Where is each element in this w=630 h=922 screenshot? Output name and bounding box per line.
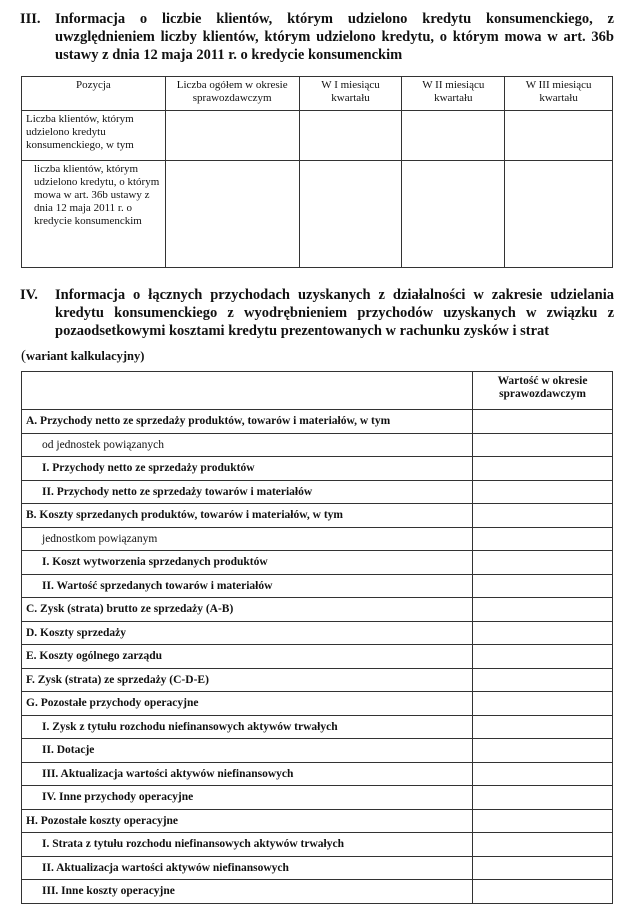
value-cell[interactable] [473, 668, 613, 692]
value-cell[interactable] [473, 715, 613, 739]
header-value: Wartość w okresie sprawozdawczym [473, 372, 613, 410]
row-label: I. Zysk z tytułu rozchodu niefinansowych aktywów trwałych [22, 715, 473, 739]
table-row [22, 809, 613, 833]
cell-total[interactable] [165, 161, 299, 268]
table-row [22, 692, 613, 716]
variant-text: wariant kalkulacyjny) [26, 349, 145, 363]
header-total: Liczba ogółem w okresie sprawozdawczym [165, 77, 299, 111]
table-row [22, 856, 613, 880]
value-cell[interactable] [473, 786, 613, 810]
row-label: I. Strata z tytułu rozchodu niefinansowych aktywów trwałych [22, 833, 473, 857]
table-row [22, 457, 613, 481]
row-label: II. Aktualizacja wartości aktywów niefinansowych [22, 856, 473, 880]
row-label: II. Przychody netto ze sprzedaży towarów i materiałów [22, 480, 473, 504]
income-table-header-row [22, 372, 613, 410]
value-cell[interactable] [473, 739, 613, 763]
header-label-blank [22, 372, 473, 410]
value-cell[interactable] [473, 480, 613, 504]
value-cell[interactable] [473, 856, 613, 880]
row-label: E. Koszty ogólnego zarządu [22, 645, 473, 669]
table-row [22, 504, 613, 528]
table-row [22, 433, 613, 457]
value-cell[interactable] [473, 692, 613, 716]
table-row [22, 480, 613, 504]
section-4-number: IV. [20, 287, 38, 303]
table-row [22, 762, 613, 786]
row-label: III. Inne koszty operacyjne [22, 880, 473, 904]
row-label: F. Zysk (strata) ze sprzedaży (C-D-E) [22, 668, 473, 692]
clients-table-header-row [22, 77, 613, 111]
cell-month-1[interactable] [299, 161, 402, 268]
header-month-1: W I miesiącu kwartału [299, 77, 402, 111]
value-cell[interactable] [473, 809, 613, 833]
table-row [22, 551, 613, 575]
table-row [22, 161, 613, 268]
row-label: I. Przychody netto ze sprzedaży produktów [22, 457, 473, 481]
section-3-title: Informacja o liczbie klientów, którym udzielono kredytu konsumenckiego, z uwzględnieniem liczby klientów, którym udzielono kredytu, o którym mowa w art. 36b ustawy z dnia 12 maja 2011 r. o kredycie konsumenckim [55, 11, 614, 63]
row-label: G. Pozostałe przychody operacyjne [22, 692, 473, 716]
table-row [22, 715, 613, 739]
table-row [22, 645, 613, 669]
row-label: II. Wartość sprzedanych towarów i materiałów [22, 574, 473, 598]
row-label: liczba klientów, którym udzielono kredytu, o którym mowa w art. 36b ustawy z dnia 12 maja 2011 r. o kredycie konsumenckim [22, 161, 166, 268]
value-cell[interactable] [473, 457, 613, 481]
table-row [22, 574, 613, 598]
section-3-number: III. [20, 11, 41, 27]
cell-month-3[interactable] [505, 161, 613, 268]
cell-month-2[interactable] [402, 161, 505, 268]
value-cell[interactable] [473, 504, 613, 528]
cell-month-3[interactable] [505, 111, 613, 161]
table-row [22, 598, 613, 622]
cell-month-1[interactable] [299, 111, 402, 161]
value-cell[interactable] [473, 598, 613, 622]
row-label: jednostkom powiązanym [22, 527, 473, 551]
row-label: II. Dotacje [22, 739, 473, 763]
row-label: D. Koszty sprzedaży [22, 621, 473, 645]
section-4-heading [20, 286, 614, 340]
value-cell[interactable] [473, 645, 613, 669]
table-row [22, 621, 613, 645]
value-cell[interactable] [473, 621, 613, 645]
row-label: III. Aktualizacja wartości aktywów niefinansowych [22, 762, 473, 786]
table-row [22, 668, 613, 692]
variant-label [21, 348, 144, 365]
row-label: I. Koszt wytworzenia sprzedanych produktów [22, 551, 473, 575]
section-3-heading [20, 10, 614, 64]
income-table [21, 371, 613, 904]
value-cell[interactable] [473, 833, 613, 857]
table-row [22, 739, 613, 763]
value-cell[interactable] [473, 880, 613, 904]
row-label: C. Zysk (strata) brutto ze sprzedaży (A-B) [22, 598, 473, 622]
value-cell[interactable] [473, 433, 613, 457]
table-row [22, 833, 613, 857]
row-label: od jednostek powiązanych [22, 433, 473, 457]
clients-table [21, 76, 613, 268]
table-row [22, 786, 613, 810]
row-label: B. Koszty sprzedanych produktów, towarów i materiałów, w tym [22, 504, 473, 528]
row-label: A. Przychody netto ze sprzedaży produktów, towarów i materiałów, w tym [22, 410, 473, 434]
header-month-3: W III miesiącu kwartału [505, 77, 613, 111]
table-row [22, 527, 613, 551]
table-row [22, 410, 613, 434]
value-cell[interactable] [473, 527, 613, 551]
value-cell[interactable] [473, 762, 613, 786]
header-month-2: W II miesiącu kwartału [402, 77, 505, 111]
row-label: IV. Inne przychody operacyjne [22, 786, 473, 810]
cell-month-2[interactable] [402, 111, 505, 161]
table-row [22, 111, 613, 161]
value-cell[interactable] [473, 410, 613, 434]
cell-total[interactable] [165, 111, 299, 161]
row-label: H. Pozostałe koszty operacyjne [22, 809, 473, 833]
value-cell[interactable] [473, 551, 613, 575]
header-position: Pozycja [22, 77, 166, 111]
row-label: Liczba klientów, którym udzielono kredytu konsumenckiego, w tym [22, 111, 166, 161]
value-cell[interactable] [473, 574, 613, 598]
section-4-title: Informacja o łącznych przychodach uzyskanych z działalności w zakresie udzielania kredytu konsumenckiego z wyodrębnieniem przychodów uzyskanych w związku z pozaodsetkowymi kosztami kredytu prezentowanych w rachunku zysków i strat [55, 287, 614, 339]
variant-paren: ( [21, 348, 26, 364]
table-row [22, 880, 613, 904]
